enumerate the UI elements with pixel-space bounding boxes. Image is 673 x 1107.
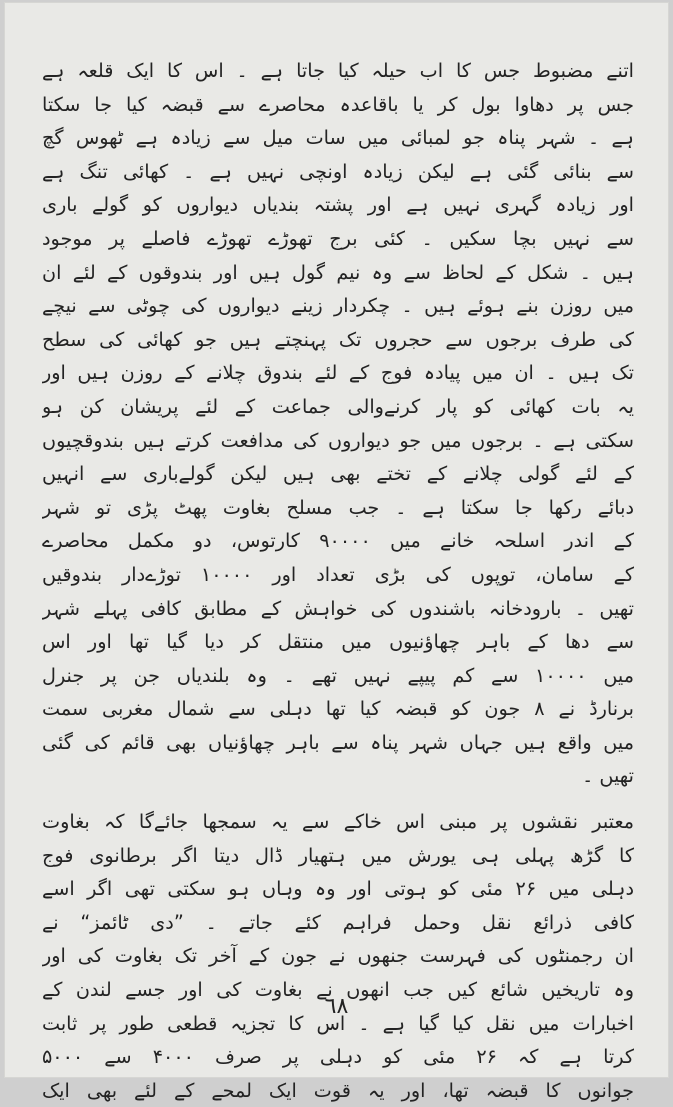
text-line: میں ۱۰۰۰۰ سے کم پیپے نہیں تھے ۔ وہ بلندیاں جن پر جنرل: [42, 663, 634, 687]
page-number: ٦٨: [324, 994, 349, 1019]
text-line: سے بنائی گئی ہے لیکن زیادہ اونچی نہیں ہے ۔ کھائی تنگ ہے: [42, 159, 634, 183]
text-line: کے لئے گولی چلانے کے تختے بھی ہیں لیکن گولےباری سے انہیں: [42, 462, 634, 486]
text-line: اتنے مضبوط جس کا اب حیلہ کیا جاتا ہے ۔ اس کا ایک قلعہ ہے: [42, 59, 634, 82]
text-line: تھیں ۔ بارودخانہ باشندوں کی خواہش کے مطابق کافی پہلے شہر: [42, 596, 634, 620]
text-line: کافی ذرائع نقل وحمل فراہم کئے جاتے ۔ ”دی ٹائمز“ نے: [42, 910, 634, 934]
text-line: کے اندر اسلحہ خانے میں ۹۰۰۰۰ کارتوس، دو مکمل محاصرے: [42, 529, 634, 553]
text-line: میں واقع ہیں جہاں شہر پناہ سے باہر چھاؤنیاں بھی قائم کی گئی: [42, 730, 634, 754]
text-line: کرتا ہے کہ ۲۶ مئی کو دہلی پر صرف ۴۰۰۰ سے ۵۰۰۰: [42, 1045, 634, 1069]
text-line: سکتی ہے ۔ برجوں میں جو دیواروں کی مدافعت کرتے ہیں بندوقچیوں: [42, 428, 634, 452]
text-line: تک ہیں ۔ ان میں پیادہ فوج کے لئے بندوق چلانے کے روزن ہیں اور: [42, 361, 634, 385]
text-line: ہیں ۔ شکل کے لحاظ سے وہ نیم گول ہیں اور بندوقوں کے لئے ان: [42, 260, 634, 284]
text-line: وہ تاریخیں شائع کیں جب انھوں نے بغاوت کی اور جسے لندن کے: [42, 978, 634, 1002]
paragraph-2: [42, 805, 634, 1107]
text-line: دہلی میں ۲۶ مئی کو ہوتی اور وہ وہاں ہو سکتی تھی اگر اسے: [42, 877, 634, 901]
text-line: برنارڈ نے ۸ جون کو قبضہ کیا تھا دہلی سے شمال مغربی سمت: [42, 697, 634, 721]
text-line: اخبارات میں نقل کیا گیا ہے ۔ اس کا تجزیہ قطعی طور پر ثابت: [42, 1011, 634, 1035]
book-page: [4, 2, 669, 1102]
text-line: یہ بات کھائی کو پار کرنےوالی جماعت کے لئے پریشان کن ہو: [42, 394, 634, 418]
paragraph-1: [42, 54, 634, 793]
text-line: معتبر نقشوں پر مبنی اس خاکے سے یہ سمجھا جائےگا کہ بغاوت: [42, 810, 634, 834]
text-line: تھیں ۔: [582, 764, 634, 788]
text-line: جس پر دھاوا بول کر یا باقاعدہ محاصرے سے قبضہ کیا جا سکتا: [42, 92, 634, 116]
text-line: اور زیادہ گہری نہیں ہے اور پشتہ بندیاں دیواروں کو گولے باری: [42, 193, 634, 217]
text-line: سے نہیں بچا سکیں ۔ کئی برج تھوڑے تھوڑے فاصلے پر موجود: [42, 226, 634, 250]
text-line: کے سامان، توپوں کی بڑی تعداد اور ۱۰۰۰۰ توڑےدار بندوقیں: [42, 562, 634, 586]
text-line: ان رجمنٹوں کی فہرست جنھوں نے جون کے آخر تک بغاوت کی اور: [42, 944, 634, 968]
text-line: دبائے رکھا جا سکتا ہے ۔ جب مسلح بغاوت پھٹ پڑی تو شہر: [42, 495, 634, 519]
text-line: میں روزن بنے ہوئے ہیں ۔ چکردار زینے دیواروں کی چوٹی سے نیچے: [42, 294, 634, 318]
text-line: کا گڑھ پہلی ہی یورش میں ہتھیار ڈال دیتا اگر برطانوی فوج: [42, 843, 634, 867]
text-line: ہے ۔ شہر پناہ جو لمبائی میں سات میل سے زیادہ ہے ٹھوس گچ: [42, 126, 634, 150]
body-text: [42, 54, 634, 1107]
text-line: سے دھا کے باہر چھاؤنیوں میں منتقل کر دیا گیا تھا اور اس: [42, 630, 634, 654]
text-line: جوانوں کا قبضہ تھا، اور یہ قوت ایک لمحے کے لئے بھی ایک: [42, 1078, 634, 1102]
text-line: کی طرف برجوں سے حجروں تک پہنچتے ہیں جو کھائی کی سطح: [42, 327, 634, 351]
